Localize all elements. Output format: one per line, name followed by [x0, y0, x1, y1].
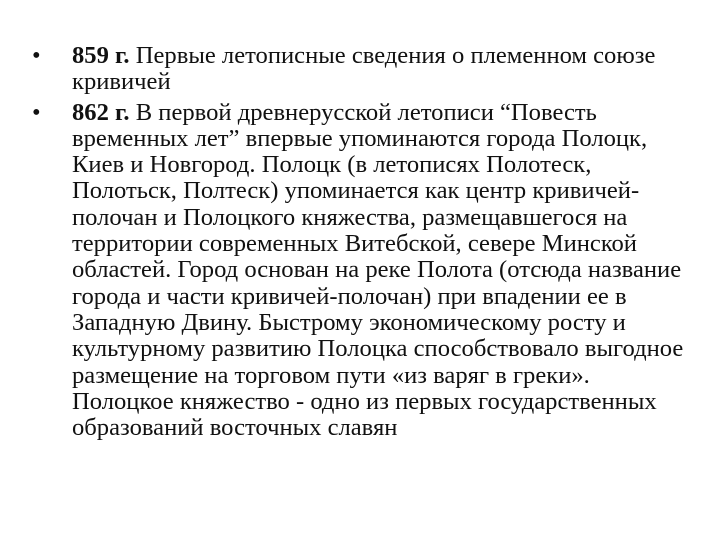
bullet-year: 859 г. — [72, 42, 130, 69]
bullet-item-862 — [30, 100, 690, 442]
bullet-text: Первые летописные сведения о племенном союзе кривичей — [72, 42, 656, 96]
bullet-icon: • — [32, 42, 41, 69]
bullet-year: 862 г. — [72, 98, 130, 126]
bullet-text: В первой древнерусской летописи “Повесть временных лет” впервые упоминаются города Полоцк, Киев и Новгород. Полоцк (в летописях Полотеск, Полотьск, Полтеск) упоминается как центр кривичей-полочан и Полоцкого княжества, размещавшегося на территории современных Витебской, севере Минской областей. Город основан на реке Полота (отсюда название города и части кривичей-полочан) при впадении ее в Западную Двину. Быстрому экономическому росту и культурному развитию Полоцка способствовало выгодное размещение на торговом пути «из варяг в греки». Полоцкое княжество - одно из первых государственных образований восточных славян — [72, 98, 684, 442]
bullet-list — [30, 43, 690, 445]
bullet-item-859 — [30, 43, 690, 96]
bullet-icon: • — [32, 98, 41, 126]
